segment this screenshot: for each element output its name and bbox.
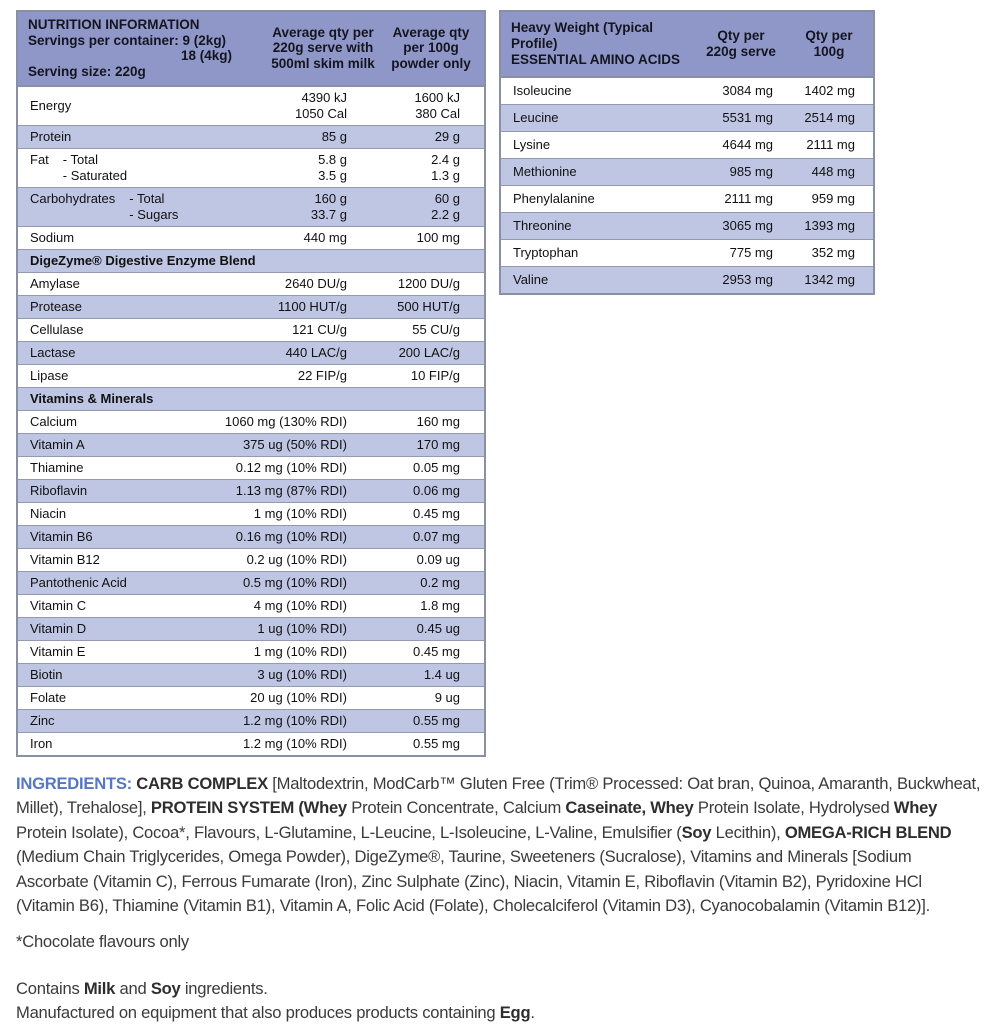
amino-acid-name: Threonine (513, 218, 572, 233)
nutrition-row (18, 125, 484, 148)
ingredients-paragraph (16, 772, 982, 918)
nutrient-label: Vitamin D (30, 621, 87, 636)
amino-row (501, 131, 873, 158)
value-220g-serve: 2640 DU/g (284, 276, 347, 291)
qty-220g-serve: 5531 mg (722, 110, 773, 125)
nutrition-table-header (18, 12, 484, 87)
value-220g-serve: 1 mg (10% RDI) (253, 506, 347, 521)
nutrient-sublabels (63, 152, 127, 184)
value-220g-serve: 1.2 mg (10% RDI) (242, 736, 347, 751)
text-segment: [Maltodextrin, ModCarb™ Gluten Free (Trim® Processed: Oat bran, Quinoa, Amaranth, Buckwheat, Millet), Trehalose], (16, 774, 981, 818)
value-220g-serve: 4390 kJ 1050 Cal (294, 90, 347, 121)
qty-100g: 448 mg (811, 164, 855, 179)
allergen-block (16, 977, 982, 1026)
qty-220g-serve: 3065 mg (722, 218, 773, 233)
amino-acid-name: Lysine (513, 137, 551, 152)
nutrition-row (18, 341, 484, 364)
value-220g-serve: 1.13 mg (87% RDI) (235, 483, 347, 498)
value-220g-serve: 1 mg (10% RDI) (253, 644, 347, 659)
nutrient-sublabel: - Total (62, 152, 98, 167)
nutrition-row (18, 640, 484, 663)
value-100g-powder: 160 mg (416, 414, 460, 429)
text-segment: ingredients. (180, 978, 268, 998)
servings-line2: 18 (4kg) (181, 48, 233, 63)
text-segment: Contains (16, 978, 84, 998)
nutrient-label (18, 191, 194, 223)
value-220g-serve: 3 ug (10% RDI) (257, 667, 347, 682)
amino-title: Heavy Weight (Typical Profile) ESSENTIAL AMINO ACIDS (511, 20, 681, 67)
value-100g-powder: 10 FIP/g (410, 368, 460, 383)
value-100g-powder: 2.4 g 1.3 g (431, 152, 460, 183)
text-segment: Manufactured on equipment that also produces products containing (16, 1003, 500, 1023)
ingredients-section (16, 772, 982, 1026)
value-100g-powder: 500 HUT/g (397, 299, 460, 314)
qty-100g: 959 mg (811, 191, 855, 206)
value-100g-powder: 0.55 mg (413, 713, 460, 728)
nutrient-label: Calcium (30, 414, 77, 429)
qty-220g-serve: 3084 mg (722, 83, 773, 98)
value-220g-serve: 121 CU/g (292, 322, 347, 337)
nutrient-label: Lactase (30, 345, 76, 360)
nutrient-name: Carbohydrates (30, 191, 116, 206)
value-100g-powder: 1600 kJ 380 Cal (414, 90, 460, 121)
qty-100g: 2111 mg (806, 137, 855, 152)
nutrition-row (18, 148, 484, 187)
value-100g-powder: 0.05 mg (413, 460, 460, 475)
nutrient-sublabel: - Sugars (129, 207, 179, 222)
value-220g-serve: 440 mg (303, 230, 347, 245)
amino-row (501, 212, 873, 239)
ingredients-label: INGREDIENTS: (16, 774, 137, 793)
amino-acid-name: Methionine (513, 164, 577, 179)
nutrient-sublabels (129, 191, 178, 223)
nutrient-label: Protein (30, 129, 72, 144)
nutrient-label: Cellulase (30, 322, 84, 337)
nutrient-label: Vitamin C (30, 598, 87, 613)
nutrition-row (18, 226, 484, 249)
value-220g-serve: 85 g (321, 129, 347, 144)
value-220g-serve: 5.8 g 3.5 g (318, 152, 347, 183)
nutrition-row (18, 594, 484, 617)
nutrition-header-left (28, 17, 262, 79)
nutrition-row (18, 732, 484, 755)
value-100g-powder: 0.2 mg (420, 575, 460, 590)
value-100g-powder: 9 ug (434, 690, 460, 705)
servings-per-container: Servings per container: 9 (2kg) (28, 32, 227, 48)
nutrition-row (18, 571, 484, 594)
amino-acid-name: Tryptophan (513, 245, 579, 260)
qty-220g-serve: 2111 mg (724, 191, 773, 206)
amino-row (501, 185, 873, 212)
bold-segment: Egg (499, 1003, 531, 1023)
nutrient-label: Lipase (30, 368, 69, 383)
nutrient-label: Amylase (30, 276, 80, 291)
nutrition-row (18, 548, 484, 571)
value-100g-powder: 0.55 mg (413, 736, 460, 751)
nutrient-label: Biotin (30, 667, 63, 682)
amino-acids-table (499, 10, 875, 295)
value-220g-serve: 1100 HUT/g (277, 299, 347, 314)
nutrition-row (18, 272, 484, 295)
text-segment: and (115, 978, 151, 998)
value-100g-powder: 1.8 mg (420, 598, 460, 613)
amino-row (501, 158, 873, 185)
nutrition-row (18, 525, 484, 548)
nutrient-label: Vitamin B12 (30, 552, 100, 567)
qty-100g: 1393 mg (804, 218, 855, 233)
value-100g-powder: 0.45 mg (413, 644, 460, 659)
qty-100g: 1402 mg (804, 83, 855, 98)
value-220g-serve: 20 ug (10% RDI) (250, 690, 347, 705)
nutrient-label: Riboflavin (30, 483, 88, 498)
amino-row (501, 266, 873, 293)
nutrition-row (18, 364, 484, 387)
nutrient-label: Sodium (30, 230, 75, 245)
text-segment: Lecithin), (711, 822, 785, 842)
nutrition-row (18, 709, 484, 732)
column-header-qty-220g: Qty per 220g serve (706, 28, 776, 59)
section-header-row: Vitamins & Minerals (18, 387, 484, 410)
manufactured-line (16, 1001, 982, 1025)
nutrition-row (18, 456, 484, 479)
nutrition-row (18, 479, 484, 502)
value-100g-powder: 100 mg (416, 230, 460, 245)
bold-segment: Soy (681, 822, 712, 842)
nutrient-label: Protease (30, 299, 83, 314)
nutrient-label: Vitamin B6 (30, 529, 93, 544)
nutrient-label: Niacin (30, 506, 67, 521)
value-100g-powder: 0.06 mg (413, 483, 460, 498)
nutrient-sublabel: - Total (129, 191, 165, 206)
value-100g-powder: 1200 DU/g (397, 276, 460, 291)
value-220g-serve: 0.5 mg (10% RDI) (242, 575, 347, 590)
nutrition-row (18, 187, 484, 226)
nutrition-row (18, 295, 484, 318)
amino-acid-name: Valine (513, 272, 549, 287)
qty-220g-serve: 2953 mg (722, 272, 773, 287)
value-100g-powder: 200 LAC/g (398, 345, 460, 360)
value-100g-powder: 0.09 ug (416, 552, 460, 567)
qty-100g: 1342 mg (804, 272, 855, 287)
text-segment: Protein Isolate), Cocoa*, Flavours, L-Glutamine, L-Leucine, L-Isoleucine, L-Valine, Emulsifier ( (16, 822, 682, 842)
section-header-row: DigeZyme® Digestive Enzyme Blend (18, 249, 484, 272)
amino-row (501, 78, 873, 104)
nutrition-row (18, 433, 484, 456)
value-220g-serve: 440 LAC/g (285, 345, 347, 360)
contains-line (16, 977, 982, 1001)
nutrient-label: Thiamine (30, 460, 84, 475)
column-header-qty-100g: Qty per 100g (805, 28, 853, 59)
qty-220g-serve: 4644 mg (722, 137, 773, 152)
value-220g-serve: 0.2 ug (10% RDI) (246, 552, 347, 567)
serving-size: Serving size: 220g (28, 63, 146, 79)
nutrient-label (18, 152, 194, 184)
qty-220g-serve: 775 mg (729, 245, 773, 260)
nutrient-label: Zinc (30, 713, 55, 728)
value-100g-powder: 1.4 ug (423, 667, 460, 682)
value-100g-powder: 29 g (434, 129, 460, 144)
amino-acid-name: Phenylalanine (513, 191, 595, 206)
nutrition-row (18, 686, 484, 709)
amino-row (501, 239, 873, 266)
nutrition-information-table (16, 10, 486, 757)
amino-table-header (501, 12, 873, 78)
nutrient-sublabel: - Saturated (62, 168, 128, 183)
nutrition-title: NUTRITION INFORMATION (28, 17, 200, 32)
text-segment: Protein Concentrate, Calcium (346, 798, 566, 818)
nutrition-row (18, 663, 484, 686)
bold-segment: Soy (150, 978, 181, 998)
value-220g-serve: 1.2 mg (10% RDI) (242, 713, 347, 728)
value-100g-powder: 0.07 mg (413, 529, 460, 544)
value-220g-serve: 0.16 mg (10% RDI) (235, 529, 347, 544)
qty-220g-serve: 985 mg (729, 164, 773, 179)
nutrient-label: Vitamin A (30, 437, 85, 452)
value-220g-serve: 4 mg (10% RDI) (253, 598, 347, 613)
value-220g-serve: 0.12 mg (10% RDI) (235, 460, 347, 475)
qty-100g: 352 mg (811, 245, 855, 260)
nutrition-row (18, 318, 484, 341)
nutrition-row (18, 617, 484, 640)
value-100g-powder: 60 g 2.2 g (431, 191, 460, 222)
qty-100g: 2514 mg (804, 110, 855, 125)
nutrient-label: Vitamin E (30, 644, 86, 659)
bold-segment: Whey (893, 798, 938, 818)
nutrition-row (18, 87, 484, 125)
value-100g-powder: 170 mg (416, 437, 460, 452)
chocolate-note: *Chocolate flavours only (16, 932, 189, 952)
nutrition-row (18, 502, 484, 525)
nutrient-label: Folate (30, 690, 67, 705)
bold-segment: CARB COMPLEX (136, 774, 268, 793)
amino-acid-name: Isoleucine (513, 83, 572, 98)
nutrient-label: Pantothenic Acid (30, 575, 127, 590)
column-header-220g-serve: Average qty per 220g serve with 500ml skim milk (271, 24, 375, 71)
value-220g-serve: 375 ug (50% RDI) (242, 437, 347, 452)
amino-row (501, 104, 873, 131)
bold-segment: PROTEIN SYSTEM (Whey (150, 798, 347, 818)
amino-table-body (501, 78, 873, 293)
value-220g-serve: 1060 mg (130% RDI) (224, 414, 347, 429)
column-header-100g-powder: Average qty per 100g powder only (391, 24, 471, 71)
value-220g-serve: 22 FIP/g (297, 368, 347, 383)
nutrition-row (18, 410, 484, 433)
value-100g-powder: 0.45 ug (416, 621, 460, 636)
nutrition-table-body (18, 87, 484, 755)
amino-acid-name: Leucine (513, 110, 559, 125)
value-220g-serve: 1 ug (10% RDI) (257, 621, 347, 636)
value-100g-powder: 0.45 mg (413, 506, 460, 521)
nutrient-label: Energy (30, 98, 72, 113)
text-segment: (Medium Chain Triglycerides, Omega Powder), DigeZyme®, Taurine, Sweeteners (Sucralose), Vitamins and Minerals [Sodium Ascorbate (Vitamin C), Ferrous Fumarate (Iron), Zinc Sulphate (Zinc), Niacin, Vitamin E, Riboflavin (Vitamin B2), Pyridoxine HCl (Vitamin B6), Thiamine (Vitamin B1), Vitamin A, Folic Acid (Folate), Cholecalciferol (Vitamin D3), Cyanocobalamin (Vitamin B12)]. (16, 847, 930, 916)
bold-segment: Caseinate, Whey (565, 798, 694, 818)
value-100g-powder: 55 CU/g (412, 322, 460, 337)
bold-segment: OMEGA-RICH BLEND (784, 822, 952, 842)
nutrient-label: Iron (30, 736, 53, 751)
bold-segment: Milk (83, 978, 116, 998)
text-segment: Protein Isolate, Hydrolysed (693, 798, 894, 818)
text-segment: . (530, 1003, 535, 1023)
nutrient-name: Fat (30, 152, 49, 167)
value-220g-serve: 160 g 33.7 g (310, 191, 347, 222)
